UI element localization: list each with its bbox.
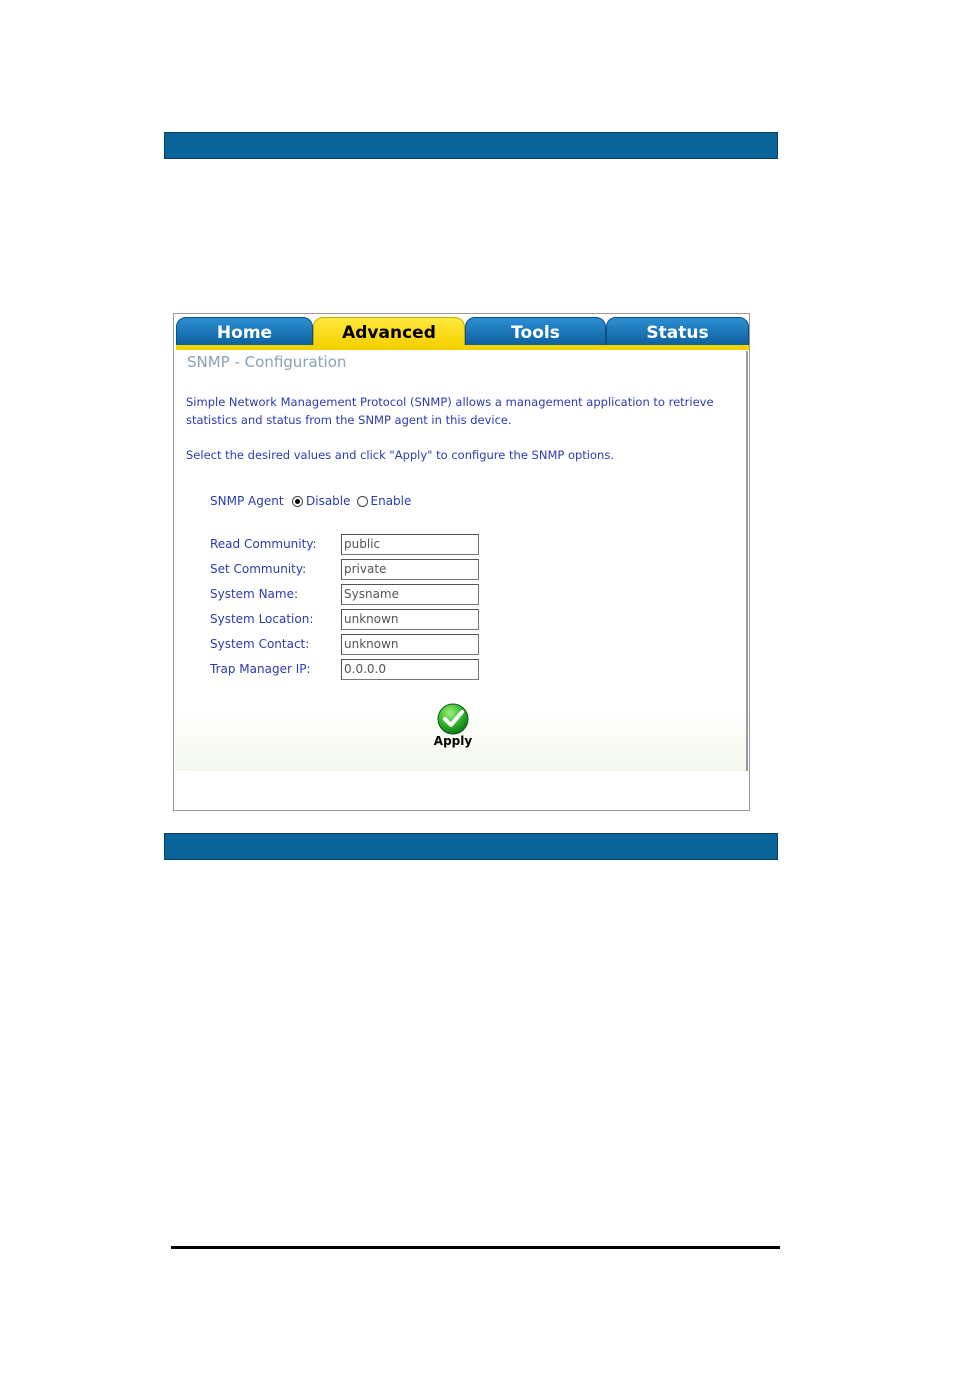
- tab-tools[interactable]: Tools: [465, 317, 606, 348]
- trap-manager-ip-input[interactable]: [341, 659, 479, 680]
- content-area: [175, 351, 748, 771]
- description-text: Simple Network Management Protocol (SNMP) allows a management application to retrieve statistics and status from the SNMP agent in this device.: [186, 395, 714, 427]
- system-contact-label: System Contact:: [210, 637, 310, 651]
- enable-radio[interactable]: [357, 496, 368, 507]
- router-config-panel: [173, 313, 750, 811]
- set-community-label: Set Community:: [210, 562, 307, 576]
- footer-rule: [171, 1246, 780, 1249]
- disable-label: Disable: [306, 494, 351, 508]
- snmp-agent-row: [210, 494, 417, 508]
- read-community-label: Read Community:: [210, 537, 317, 551]
- tab-advanced[interactable]: Advanced: [313, 317, 465, 348]
- page-title: SNMP - Configuration: [187, 353, 347, 371]
- tab-underline: [176, 345, 749, 350]
- section-bar: [164, 833, 778, 860]
- apply-label: Apply: [433, 734, 473, 748]
- trap-manager-ip-row: [210, 658, 479, 680]
- disable-radio[interactable]: [292, 496, 303, 507]
- read-community-input[interactable]: [341, 534, 479, 555]
- trap-manager-ip-label: Trap Manager IP:: [210, 662, 311, 676]
- system-location-row: [210, 608, 479, 630]
- system-location-input[interactable]: [341, 609, 479, 630]
- set-community-input[interactable]: [341, 559, 479, 580]
- system-contact-input[interactable]: [341, 634, 479, 655]
- header-bar: [164, 132, 778, 159]
- system-name-label: System Name:: [210, 587, 299, 601]
- enable-label: Enable: [370, 494, 412, 508]
- snmp-agent-label: SNMP Agent: [210, 494, 284, 508]
- read-community-row: [210, 533, 479, 555]
- green-check-icon: [437, 703, 469, 735]
- system-location-label: System Location:: [210, 612, 314, 626]
- system-name-input[interactable]: [341, 584, 479, 605]
- tab-home[interactable]: Home: [176, 317, 313, 348]
- instruction-text: Select the desired values and click "Apply" to configure the SNMP options.: [186, 448, 614, 462]
- nav-tabs: [176, 317, 749, 348]
- system-contact-row: [210, 633, 479, 655]
- apply-button[interactable]: [433, 703, 473, 748]
- set-community-row: [210, 558, 479, 580]
- system-name-row: [210, 583, 479, 605]
- tab-status[interactable]: Status: [606, 317, 749, 348]
